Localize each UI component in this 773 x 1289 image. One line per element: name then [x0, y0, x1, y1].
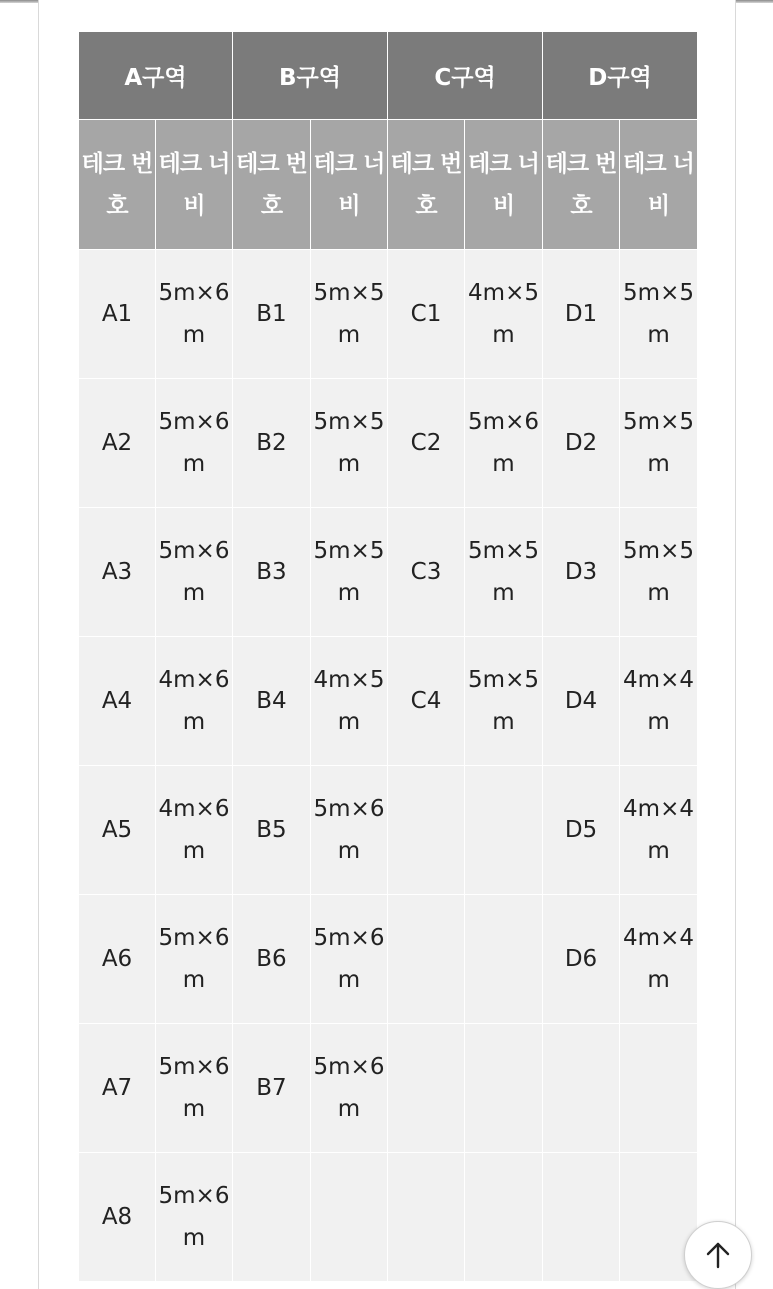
- deck-number-cell: [388, 766, 465, 895]
- zone-header-c: C구역: [388, 32, 543, 120]
- deck-width-cell: 5m×6m: [156, 895, 233, 1024]
- deck-width-cell: 5m×5m: [620, 379, 698, 508]
- deck-number-cell: B2: [233, 379, 311, 508]
- arrow-up-icon: [703, 1240, 733, 1270]
- deck-number-cell: D3: [543, 508, 620, 637]
- deck-width-cell: 5m×5m: [465, 508, 543, 637]
- column-header-deck-number: 테크 번호: [233, 120, 311, 250]
- deck-width-cell: 4m×5m: [465, 250, 543, 379]
- deck-width-cell: [311, 1153, 388, 1282]
- deck-width-cell: 5m×6m: [156, 1024, 233, 1153]
- column-header-deck-width: 테크 너비: [311, 120, 388, 250]
- deck-width-cell: [465, 766, 543, 895]
- table-row: [79, 1024, 698, 1153]
- column-header-deck-number: 테크 번호: [388, 120, 465, 250]
- table-row: [79, 508, 698, 637]
- deck-number-cell: D6: [543, 895, 620, 1024]
- deck-table: [78, 31, 698, 1282]
- deck-width-cell: 5m×6m: [311, 766, 388, 895]
- deck-width-cell: 5m×6m: [156, 1153, 233, 1282]
- deck-width-cell: 5m×5m: [311, 508, 388, 637]
- deck-number-cell: C3: [388, 508, 465, 637]
- deck-number-cell: C1: [388, 250, 465, 379]
- scroll-to-top-button[interactable]: [684, 1221, 752, 1289]
- deck-width-cell: 5m×6m: [156, 508, 233, 637]
- deck-width-cell: 5m×6m: [311, 1024, 388, 1153]
- deck-number-cell: [388, 1024, 465, 1153]
- deck-width-cell: [620, 1024, 698, 1153]
- deck-width-cell: [465, 895, 543, 1024]
- deck-width-cell: 5m×5m: [465, 637, 543, 766]
- zone-header-b: B구역: [233, 32, 388, 120]
- column-header-deck-number: 테크 번호: [543, 120, 620, 250]
- deck-number-cell: B7: [233, 1024, 311, 1153]
- deck-number-cell: [388, 895, 465, 1024]
- table-row: [79, 1153, 698, 1282]
- column-header-deck-number: 테크 번호: [79, 120, 156, 250]
- column-header-deck-width: 테크 너비: [620, 120, 698, 250]
- zone-header-a: A구역: [79, 32, 233, 120]
- column-header-deck-width: 테크 너비: [465, 120, 543, 250]
- deck-number-cell: B6: [233, 895, 311, 1024]
- zone-header-row: [79, 32, 698, 120]
- deck-number-cell: A1: [79, 250, 156, 379]
- deck-number-cell: [543, 1024, 620, 1153]
- deck-width-cell: 5m×5m: [620, 250, 698, 379]
- deck-number-cell: A5: [79, 766, 156, 895]
- table-row: [79, 379, 698, 508]
- deck-width-cell: 5m×5m: [311, 379, 388, 508]
- deck-number-cell: A4: [79, 637, 156, 766]
- deck-width-cell: 5m×6m: [465, 379, 543, 508]
- deck-number-cell: B1: [233, 250, 311, 379]
- deck-number-cell: D1: [543, 250, 620, 379]
- deck-number-cell: B5: [233, 766, 311, 895]
- deck-width-cell: 4m×4m: [620, 637, 698, 766]
- table-row: [79, 637, 698, 766]
- table-body: [79, 250, 698, 1282]
- table-row: [79, 895, 698, 1024]
- deck-number-cell: A6: [79, 895, 156, 1024]
- deck-width-cell: [465, 1153, 543, 1282]
- deck-number-cell: A3: [79, 508, 156, 637]
- deck-number-cell: B3: [233, 508, 311, 637]
- deck-number-cell: [233, 1153, 311, 1282]
- deck-width-cell: 4m×6m: [156, 766, 233, 895]
- deck-number-cell: A8: [79, 1153, 156, 1282]
- deck-width-cell: 5m×6m: [156, 250, 233, 379]
- deck-width-cell: 4m×4m: [620, 766, 698, 895]
- zone-header-d: D구역: [543, 32, 698, 120]
- deck-width-cell: 5m×6m: [156, 379, 233, 508]
- deck-width-cell: 4m×5m: [311, 637, 388, 766]
- deck-number-cell: [543, 1153, 620, 1282]
- deck-width-cell: 4m×6m: [156, 637, 233, 766]
- deck-number-cell: D4: [543, 637, 620, 766]
- deck-width-cell: 5m×6m: [311, 895, 388, 1024]
- deck-number-cell: A2: [79, 379, 156, 508]
- deck-number-cell: A7: [79, 1024, 156, 1153]
- deck-number-cell: D2: [543, 379, 620, 508]
- table-row: [79, 250, 698, 379]
- deck-number-cell: D5: [543, 766, 620, 895]
- table-row: [79, 766, 698, 895]
- deck-width-cell: [465, 1024, 543, 1153]
- deck-number-cell: C2: [388, 379, 465, 508]
- deck-number-cell: C4: [388, 637, 465, 766]
- column-header-row: [79, 120, 698, 250]
- deck-width-cell: 5m×5m: [311, 250, 388, 379]
- deck-width-cell: 5m×5m: [620, 508, 698, 637]
- deck-number-cell: B4: [233, 637, 311, 766]
- deck-width-cell: 4m×4m: [620, 895, 698, 1024]
- deck-number-cell: [388, 1153, 465, 1282]
- column-header-deck-width: 테크 너비: [156, 120, 233, 250]
